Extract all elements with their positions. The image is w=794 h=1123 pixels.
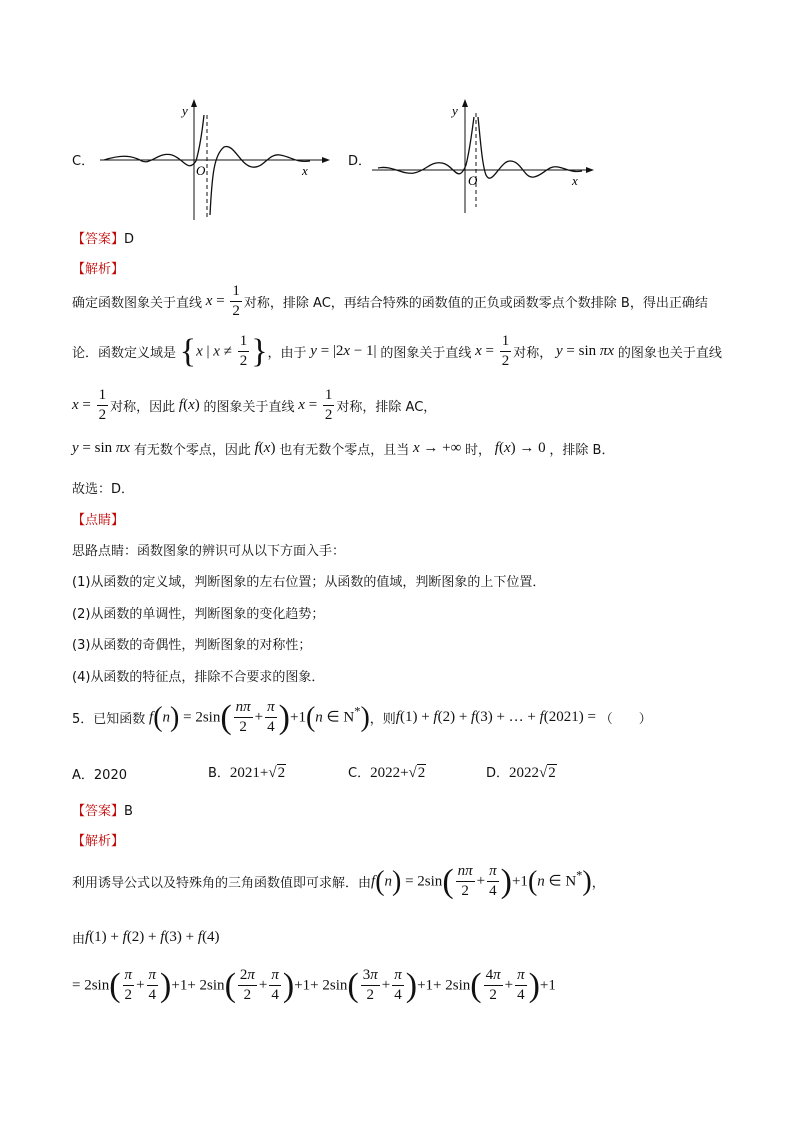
- graph-d-y-arrow: [462, 99, 468, 107]
- q5-stem-b: ，则: [369, 712, 396, 727]
- q4-tip-4: (4)从函数的特征点，排除不合要求的图象．: [72, 670, 325, 685]
- q5-analysis-tag: 【解析】: [72, 834, 125, 849]
- q4-tip-3: (3)从函数的奇偶性，判断图象的对称性；: [72, 638, 312, 653]
- q4-l2-abs: y = |2x − 1|: [310, 343, 381, 359]
- q4-l1-math: x =: [205, 293, 229, 309]
- graph-d-x-arrow: [586, 167, 594, 173]
- q5-option-d[interactable]: [486, 762, 557, 782]
- q4-l2-domain: {x | x ≠: [179, 332, 236, 370]
- graph-d-origin-label: O: [468, 173, 478, 188]
- q4-tip-intro: 思路点睛：函数图象的辨识可从以下方面入手：: [72, 544, 346, 559]
- q5-analysis-line-2: 由 f(1) + f(2) + f(3) + f(4): [72, 929, 220, 947]
- q5-answer: [72, 800, 133, 819]
- graph-d-y-label: y: [452, 103, 458, 118]
- graph-c-y-label: y: [182, 103, 188, 118]
- q5-answer-tag: 【答案】: [72, 804, 125, 819]
- q4-l4-text-c: 时，: [465, 443, 492, 458]
- q4-l2-frac-2: $\frac{1}{2}$: [501, 333, 510, 369]
- graph-c-x-arrow: [322, 157, 330, 163]
- q4-tip-1: (1)从函数的定义域，判断图象的左右位置；从函数的值域，判断图象的上下位置．: [72, 575, 546, 590]
- q4-l3-frac-2: $\frac{1}{2}$: [324, 387, 333, 423]
- q4-l4-text-a: 有无数个零点，因此: [133, 443, 251, 458]
- q5-answer-value: B: [124, 804, 133, 819]
- q4-l2-sin: y = sin πx: [555, 343, 615, 359]
- q5-option-b-label: B．: [208, 766, 230, 781]
- q5-l1-text-b: ，: [591, 876, 605, 891]
- q4-tip-tag: 【点睛】: [72, 513, 125, 528]
- q5-analysis-line-3: = 2sin( $\frac{\pi}{2}$ + $\frac{\pi}{4}$ )+1+ 2sin( $\frac{2\pi}{2}$ + $\frac{\pi}{4}$ )+1+ 2sin( $\frac{3\pi}{2}$ + $\frac{\pi}{4}$ )+1+ 2sin( $\frac{4\pi}{2}$ + $\frac{\pi}{4}$ )+1: [72, 966, 556, 1004]
- option-d-label: D．: [348, 154, 372, 169]
- q4-l1-text-b: 对称，排除 AC，再结合特殊的函数值的正负或函数零点个数排除 B，得出正确结: [243, 296, 708, 311]
- q4-analysis-line-4: y = sin πx 有无数个零点，因此 f(x) 也有无数个零点，且当 x → +∞ 时， f(x) → 0 ，排除 B．: [72, 440, 615, 458]
- q4-answer: [72, 228, 134, 247]
- graph-d-x-label: x: [572, 173, 578, 188]
- q5-option-b-value: 2021+√2: [229, 765, 286, 781]
- q4-l2-frac-1: $\frac{1}{2}$: [239, 333, 248, 369]
- q4-analysis-line-3: x = $\frac{1}{2}$ 对称，因此 f(x) 的图象关于直线 x = $\frac{1}{2}$ 对称，排除 AC，: [72, 387, 437, 423]
- graph-d-curve-right: [478, 117, 582, 178]
- q4-l2-text-e: 的图象也关于直线: [617, 346, 722, 361]
- q5-analysis-line-1: 利用诱导公式以及特殊角的三角函数值即可求解．由 f(n) = 2sin( $\frac{n\pi}{2}$ + $\frac{\pi}{4}$ )+1(n ∈ N*) ，: [72, 862, 605, 900]
- q4-analysis-tag: 【解析】: [72, 262, 125, 277]
- q4-l3-text-c: 对称，排除 AC，: [336, 400, 437, 415]
- q5-option-a[interactable]: [72, 764, 127, 783]
- q4-l4-text-d: ，排除 B．: [549, 443, 615, 458]
- q4-answer-value: D: [124, 232, 135, 247]
- q4-l3-text-b: 的图象关于直线: [203, 400, 295, 415]
- q5-stem: 5．已知函数 f(n) = 2sin( $\frac{n\pi}{2}$ + $\frac{\pi}{4}$ )+1(n ∈ N*) ，则 f(1) + f(2) + f(3) + … + f(2021) = （ ）: [72, 698, 652, 736]
- q4-l2-text-d: 对称，: [513, 346, 553, 361]
- q5-sum: f(1) + f(2) + f(3) + … + f(2021) =: [395, 709, 600, 725]
- q4-l1-frac: $\frac{1}{2}$: [232, 283, 240, 319]
- q4-tip-2: (2)从函数的单调性，判断图象的变化趋势；: [72, 607, 325, 622]
- q5-l2-text-a: 由: [72, 932, 86, 947]
- q5-stem-a: 5．已知函数: [72, 712, 146, 727]
- q4-analysis-line-2: 论．函数定义域是 {x | x ≠ $\frac{1}{2}$ } ，由于 y = |2x − 1| 的图象关于直线 x = $\frac{1}{2}$ 对称， y = sin πx 的图象也关于直线: [72, 332, 722, 370]
- q5-option-d-value: 2022√2: [509, 765, 556, 781]
- q4-choose: 故选：D．: [72, 482, 135, 497]
- q4-l2-text-c: 的图象关于直线: [380, 346, 472, 361]
- q4-l3-text-a: 对称，因此: [110, 400, 176, 415]
- q4-answer-tag: 【答案】: [72, 232, 125, 247]
- graph-c-x-label: x: [302, 163, 308, 178]
- q5-option-a-value: 2020: [93, 768, 127, 783]
- q4-l1-text-a: 确定函数图象关于直线: [72, 296, 203, 311]
- q5-l1-text-a: 利用诱导公式以及特殊角的三角函数值即可求解．由: [72, 876, 372, 891]
- q5-option-c-value: 2022+√2: [370, 765, 426, 781]
- graph-d-curve-left: [378, 117, 474, 174]
- graph-d: [372, 95, 604, 220]
- q5-option-a-label: A．: [72, 768, 94, 783]
- graph-c: [100, 95, 332, 220]
- q5-option-d-label: D．: [486, 766, 510, 781]
- graph-c-origin-label: O: [196, 163, 206, 178]
- option-c-label: C．: [72, 154, 95, 169]
- graph-c-curve-left: [104, 115, 204, 166]
- q5-option-c-label: C．: [348, 766, 371, 781]
- q5-option-b[interactable]: [208, 762, 286, 782]
- q4-analysis-line-1: [72, 284, 708, 319]
- graph-c-curve-right: [210, 147, 310, 215]
- graph-c-y-arrow: [191, 99, 197, 107]
- q5-stem-c: （ ）: [599, 712, 652, 727]
- q5-option-c[interactable]: [348, 762, 426, 782]
- q4-l2-text-b: ，由于: [267, 346, 307, 361]
- q4-l4-text-b: 也有无数个零点，且当: [279, 443, 410, 458]
- q4-l2-text-a: 论．函数定义域是: [72, 346, 177, 361]
- q4-l3-frac-1: $\frac{1}{2}$: [98, 387, 107, 423]
